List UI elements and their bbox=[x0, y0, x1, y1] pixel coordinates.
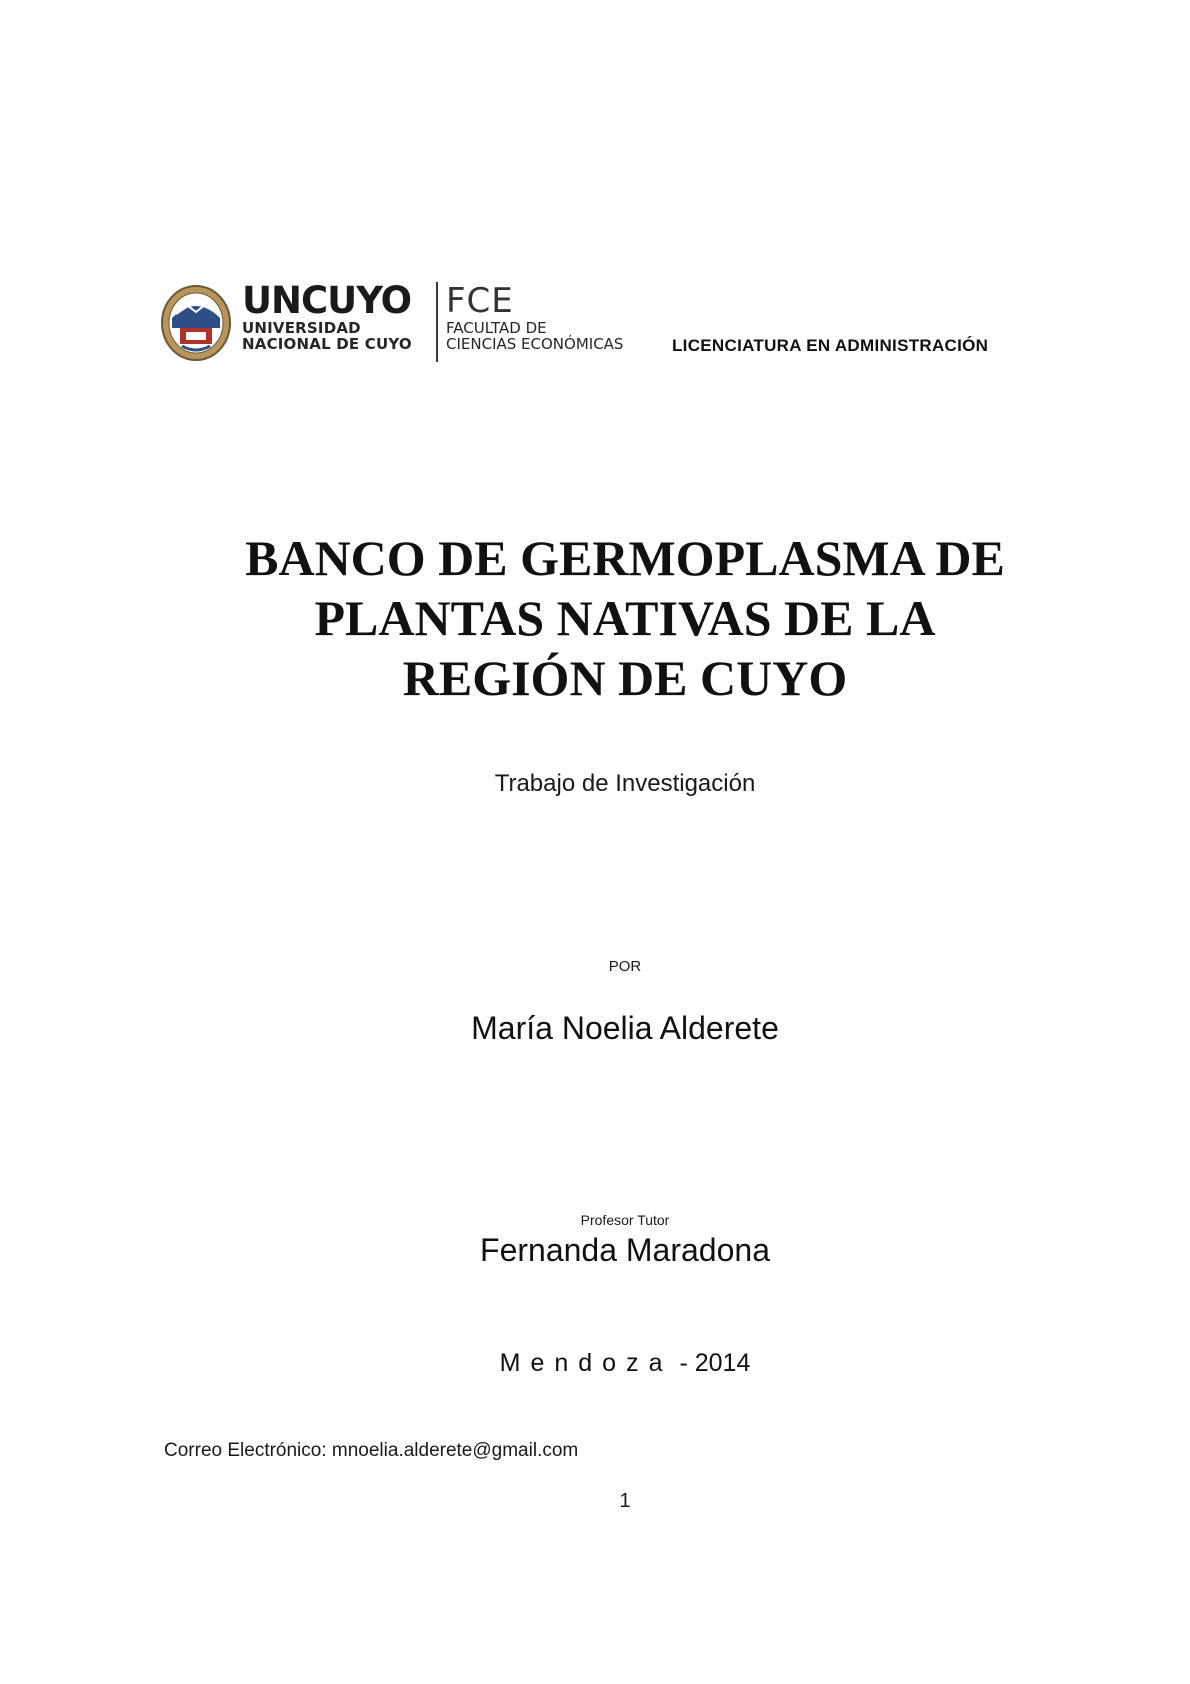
page-number: 1 bbox=[619, 1490, 631, 1512]
university-line-2: NACIONAL DE CUYO bbox=[242, 335, 412, 353]
faculty-wordmark bbox=[446, 282, 656, 352]
title-line-3: REGIÓN DE CUYO bbox=[402, 650, 848, 706]
contact-email: Correo Electrónico: mnoelia.alderete@gmail.com bbox=[164, 1440, 579, 1461]
career-name: LICENCIATURA EN ADMINISTRACIÓN bbox=[672, 336, 989, 355]
university-seal-icon bbox=[160, 284, 232, 362]
tutor-label: Profesor Tutor bbox=[580, 1212, 670, 1228]
author-name: María Noelia Alderete bbox=[471, 1010, 779, 1046]
by-label: POR bbox=[608, 958, 642, 975]
university-line-1: UNIVERSIDAD bbox=[242, 319, 361, 337]
logo-divider bbox=[436, 282, 438, 362]
title-line-1: BANCO DE GERMOPLASMA DE bbox=[245, 530, 1005, 586]
document-title bbox=[130, 528, 1120, 708]
university-name: UNCUYO bbox=[242, 279, 412, 322]
title-line-2: PLANTAS NATIVAS DE LA bbox=[314, 590, 936, 646]
place-name: Mendoza bbox=[499, 1349, 673, 1377]
year: 2014 bbox=[694, 1349, 751, 1377]
faculty-line-1: FACULTAD DE bbox=[446, 319, 547, 337]
document-subtitle: Trabajo de Investigación bbox=[494, 770, 756, 797]
faculty-name: FCE bbox=[446, 281, 514, 321]
tutor-name: Fernanda Maradona bbox=[480, 1232, 770, 1268]
faculty-line-2: CIENCIAS ECONÓMICAS bbox=[446, 335, 624, 353]
place-separator: - bbox=[679, 1349, 688, 1377]
header-logos bbox=[160, 278, 1040, 368]
university-wordmark bbox=[242, 279, 422, 353]
place-and-year bbox=[130, 1349, 1120, 1378]
